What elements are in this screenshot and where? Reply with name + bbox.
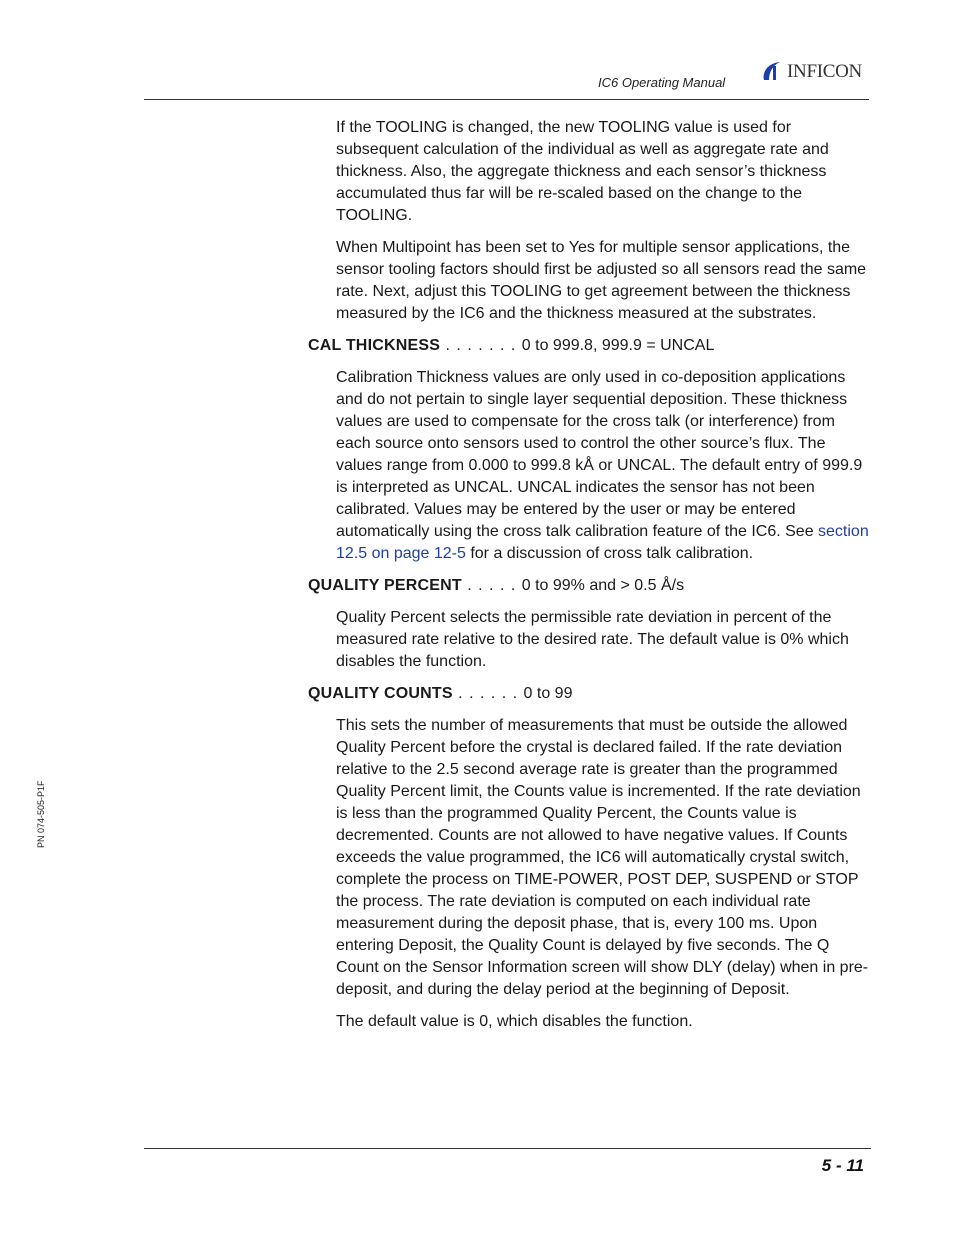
quality-percent-heading: [308, 575, 870, 597]
param-range: 0 to 99% and > 0.5 Å/s: [521, 577, 685, 594]
tooling-paragraph-2: When Multipoint has been set to Yes for multiple sensor applications, the sensor tooling factors should first be adjusted so all sensors read the same rate. Next, adjust this TOOLING to get agreement between the thickness measured by the IC6 and the thickness measured at the substrates.: [336, 239, 867, 322]
section-link[interactable]: section 12.5 on page 12-5: [336, 523, 869, 562]
cal-thickness-heading: [308, 335, 870, 357]
desc-text: Calibration Thickness values are only used in co-deposition applications and do not pertain to single layer sequential deposition. These thickness values are used to compensate for the cross talk (or interference) from each source onto sensors used to control the other source’s flux. The values range from 0.000 to 999.8 kÅ or UNCAL. The default entry of 999.9 is interpreted as UNCAL. UNCAL indicates the sensor has not been calibrated. Values may be entered by the user or may be entered automatically using the cross talk calibration feature of the IC6. See: [336, 369, 863, 540]
param-range: 0 to 999.8, 999.9 = UNCAL: [521, 337, 715, 354]
quality-percent-description: Quality Percent selects the permissible rate deviation in percent of the measured rate relative to the desired rate. The default value is 0% which disables the function.: [336, 609, 849, 670]
page-number: 5 - 11: [821, 1156, 864, 1175]
footer-divider: [144, 1148, 871, 1149]
leader-dots: . . . . . . .: [440, 337, 522, 354]
param-range: 0 to 99: [523, 685, 573, 702]
part-number-label: PN 074-505-P1F: [36, 780, 46, 848]
cal-thickness-description: [336, 367, 870, 565]
quality-counts-heading: [308, 683, 870, 705]
tooling-paragraph-1: If the TOOLING is changed, the new TOOLING value is used for subsequent calculation of the individual as well as aggregate rate and thickness. Also, the aggregate thickness and each sensor’s thickness accumulated thus far will be re-scaled based on the change to the TOOLING.: [336, 119, 829, 224]
leader-dots: . . . . . .: [452, 685, 524, 702]
inficon-logo-icon: [760, 60, 784, 82]
param-name: CAL THICKNESS: [308, 337, 441, 354]
header-divider: [144, 99, 869, 100]
desc-text-after: for a discussion of cross talk calibration.: [465, 545, 754, 562]
quality-counts-default-note: The default value is 0, which disables the function.: [336, 1013, 693, 1030]
param-name: QUALITY COUNTS: [308, 685, 453, 702]
logo-text: INFICON: [787, 60, 862, 82]
inficon-logo: [760, 60, 862, 82]
leader-dots: . . . . .: [461, 577, 522, 594]
main-content: [308, 117, 870, 1043]
param-name: QUALITY PERCENT: [308, 577, 462, 594]
quality-counts-description: This sets the number of measurements that must be outside the allowed Quality Percent before the crystal is declared failed. If the rate deviation relative to the 2.5 second average rate is greater than the programmed Quality Percent limit, the Counts value is incremented. If the rate deviation is less than the programmed Quality Percent, the Counts value is decremented. Counts are not allowed to have negative values. If Counts exceeds the value programmed, the IC6 will automatically crystal switch, complete the process on TIME-POWER, POST DEP, SUSPEND or STOP the process. The rate deviation is computed on each individual rate measurement during the deposit phase, that is, every 100 ms. Upon entering Deposit, the Quality Count is delayed by five seconds. The Q Count on the Sensor Information screen will show DLY (delay) when in pre-deposit, and during the delay period at the beginning of Deposit.: [336, 717, 869, 998]
manual-title: IC6 Operating Manual: [598, 75, 726, 90]
